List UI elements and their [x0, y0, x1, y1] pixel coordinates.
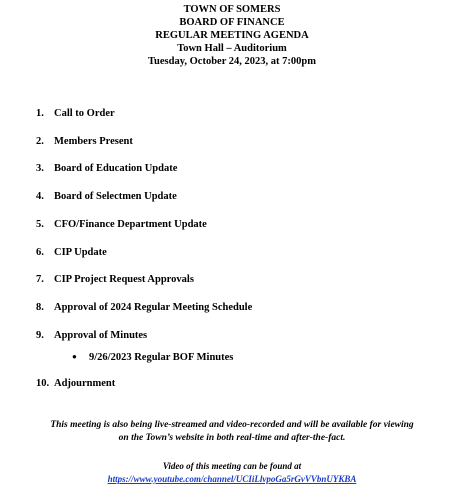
- agenda-item: [36, 190, 177, 204]
- board-name: BOARD OF FINANCE: [179, 17, 285, 28]
- video-intro: Video of this meeting can be found at: [162, 461, 302, 471]
- agenda-item-number: 8.: [36, 302, 44, 313]
- agenda-item-label: Board of Education Update: [54, 163, 178, 174]
- agenda-item: [36, 135, 133, 149]
- document-title: REGULAR MEETING AGENDA: [155, 30, 309, 41]
- agenda-item: [36, 218, 207, 232]
- agenda-item-label: CIP Project Request Approvals: [54, 274, 194, 285]
- notice-line: on the Town’s website in both real-time and after-the-fact.: [118, 433, 346, 443]
- agenda-item-label: Members Present: [54, 136, 133, 147]
- agenda-item-label: CIP Update: [54, 247, 107, 258]
- agenda-item-label: CFO/Finance Department Update: [54, 219, 207, 230]
- agenda-item: [36, 377, 115, 391]
- minutes-sub-item-label: 9/26/2023 Regular BOF Minutes: [89, 352, 234, 363]
- livestream-notice: [0, 419, 464, 445]
- agenda-item-number: 4.: [36, 191, 44, 202]
- agenda-item: [36, 273, 194, 287]
- bullet-icon: ●: [72, 352, 77, 361]
- meeting-datetime: Tuesday, October 24, 2023, at 7:00pm: [147, 56, 316, 67]
- agenda-item-number: 9.: [36, 330, 44, 341]
- agenda-item-label: Board of Selectmen Update: [54, 191, 177, 202]
- agenda-item-label: Adjournment: [54, 378, 116, 389]
- agenda-item-number: 6.: [36, 247, 44, 258]
- notice-line: This meeting is also being live-streamed and video-recorded and will be available for viewing: [50, 420, 414, 430]
- agenda-header: [0, 3, 464, 68]
- agenda-item: [36, 246, 107, 260]
- agenda-item-number: 3.: [36, 163, 44, 174]
- agenda-item-number: 1.: [36, 108, 44, 119]
- video-link[interactable]: https://www.youtube.com/channel/UCIiLlvpoGa5rGvVVbnUYKBA: [107, 474, 357, 484]
- video-info: [0, 460, 464, 486]
- agenda-item-number: 7.: [36, 274, 44, 285]
- minutes-sub-item: [72, 350, 233, 365]
- meeting-location: Town Hall – Auditorium: [177, 43, 287, 54]
- agenda-item-number: 2.: [36, 136, 44, 147]
- town-name: TOWN OF SOMERS: [183, 4, 281, 15]
- agenda-item-number: 10.: [36, 378, 50, 389]
- agenda-item-label: Call to Order: [54, 108, 115, 119]
- agenda-item: [36, 162, 177, 176]
- agenda-item: [36, 301, 252, 315]
- agenda-item: [36, 329, 147, 343]
- agenda-item-label: Approval of 2024 Regular Meeting Schedule: [54, 302, 253, 313]
- agenda-item-number: 5.: [36, 219, 44, 230]
- agenda-item: [36, 107, 115, 121]
- agenda-item-label: Approval of Minutes: [54, 330, 148, 341]
